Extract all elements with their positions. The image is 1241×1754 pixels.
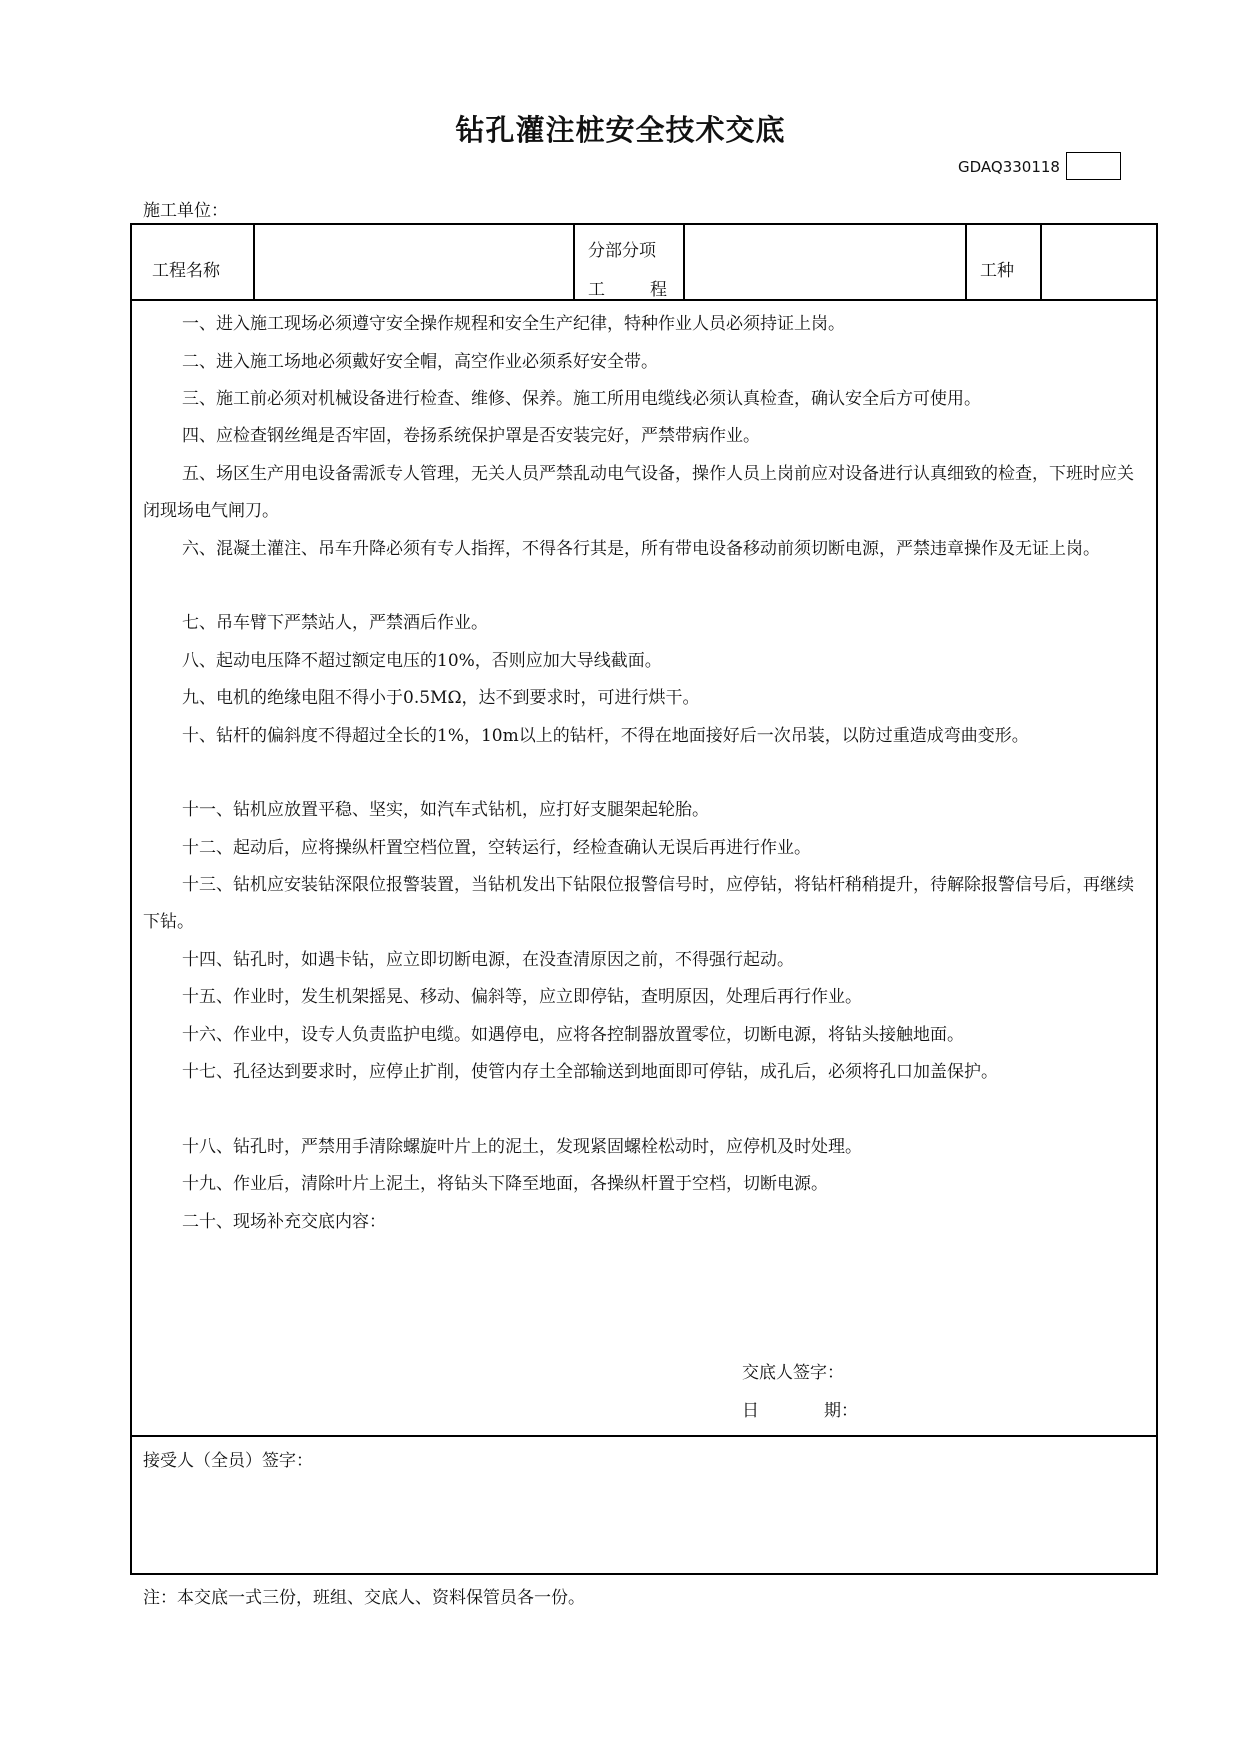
- form-code: GDAQ330118: [958, 158, 1060, 176]
- safety-item-14: 十四、钻孔时，如遇卡钻，应立即切断电源，在没查清原因之前，不得强行起动。: [182, 950, 794, 970]
- work-type-label: 工种: [980, 261, 1014, 281]
- safety-item-4: 四、应检查钢丝绳是否牢固，卷扬系统保护罩是否安装完好，严禁带病作业。: [182, 426, 760, 446]
- safety-item-7: 七、吊车臂下严禁站人，严禁酒后作业。: [182, 613, 488, 633]
- sub-project-label-line2-a: 工: [588, 280, 605, 300]
- safety-item-8: 八、起动电压降不超过额定电压的10%，否则应加大导线截面。: [182, 651, 662, 671]
- header-col-divider-3: [683, 224, 685, 300]
- safety-item-5: 五、场区生产用电设备需派专人管理，无关人员严禁乱动电气设备，操作人员上岗前应对设备进行认真细致的检查，下班时应关闭现场电气闸刀。: [143, 464, 1134, 521]
- project-name-field[interactable]: [256, 226, 572, 298]
- sub-project-field[interactable]: [686, 226, 964, 298]
- safety-item-19: 十九、作业后，清除叶片上泥土，将钻头下降至地面，各操纵杆置于空档，切断电源。: [182, 1174, 828, 1194]
- header-row-divider: [130, 299, 1158, 301]
- safety-item-12: 十二、起动后，应将操纵杆置空档位置，空转运行，经检查确认无误后再进行作业。: [182, 838, 811, 858]
- receiver-row-divider: [130, 1435, 1158, 1437]
- discloser-signature-label: 交底人签字：: [742, 1363, 844, 1383]
- work-type-field[interactable]: [1043, 226, 1155, 298]
- safety-item-3: 三、施工前必须对机械设备进行检查、维修、保养。施工所用电缆线必须认真检查，确认安全后方可使用。: [182, 389, 981, 409]
- sub-project-label-line2-b: 程: [650, 280, 667, 300]
- project-name-label: 工程名称: [152, 261, 220, 281]
- sub-project-label-line1: 分部分项: [588, 241, 656, 261]
- page-title: 钻孔灌注桩安全技术交底: [455, 113, 786, 147]
- safety-item-11: 十一、钻机应放置平稳、坚实，如汽车式钻机，应打好支腿架起轮胎。: [182, 800, 709, 820]
- safety-item-1: 一、进入施工现场必须遵守安全操作规程和安全生产纪律，特种作业人员必须持证上岗。: [182, 314, 845, 334]
- footer-note: 注：本交底一式三份，班组、交底人、资料保管员各一份。: [143, 1588, 585, 1608]
- safety-item-18: 十八、钻孔时，严禁用手清除螺旋叶片上的泥土，发现紧固螺栓松动时，应停机及时处理。: [182, 1137, 862, 1157]
- safety-item-2: 二、进入施工场地必须戴好安全帽，高空作业必须系好安全带。: [182, 352, 658, 372]
- construction-unit-label: 施工单位：: [143, 201, 228, 221]
- header-col-divider-2: [573, 224, 575, 300]
- safety-item-9: 九、电机的绝缘电阻不得小于0.5MΩ，达不到要求时，可进行烘干。: [182, 688, 700, 708]
- date-label-a: 日: [742, 1401, 759, 1421]
- receiver-signature-label: 接受人（全员）签字：: [143, 1451, 313, 1471]
- date-label-b: 期：: [824, 1401, 858, 1421]
- safety-item-10: 十、钻杆的偏斜度不得超过全长的1%，10m以上的钻杆，不得在地面接好后一次吊装，以防过重造成弯曲变形。: [182, 726, 1029, 746]
- safety-item-17: 十七、孔径达到要求时，应停止扩削，使管内存土全部输送到地面即可停钻，成孔后，必须将孔口加盖保护。: [182, 1062, 998, 1082]
- header-col-divider-4: [965, 224, 967, 300]
- safety-item-13: 十三、钻机应安装钻深限位报警装置，当钻机发出下钻限位报警信号时，应停钻，将钻杆稍稍提升，待解除报警信号后，再继续下钻。: [143, 875, 1134, 932]
- safety-item-6: 六、混凝土灌注、吊车升降必须有专人指挥，不得各行其是，所有带电设备移动前须切断电源，严禁违章操作及无证上岗。: [182, 539, 1100, 559]
- form-number-box[interactable]: [1066, 152, 1121, 180]
- header-col-divider-5: [1040, 224, 1042, 300]
- safety-item-16: 十六、作业中，设专人负责监护电缆。如遇停电，应将各控制器放置零位，切断电源，将钻头接触地面。: [182, 1025, 964, 1045]
- safety-item-20: 二十、现场补充交底内容：: [182, 1212, 386, 1232]
- header-col-divider-1: [253, 224, 255, 300]
- safety-item-15: 十五、作业时，发生机架摇晃、移动、偏斜等，应立即停钻，查明原因，处理后再行作业。: [182, 987, 862, 1007]
